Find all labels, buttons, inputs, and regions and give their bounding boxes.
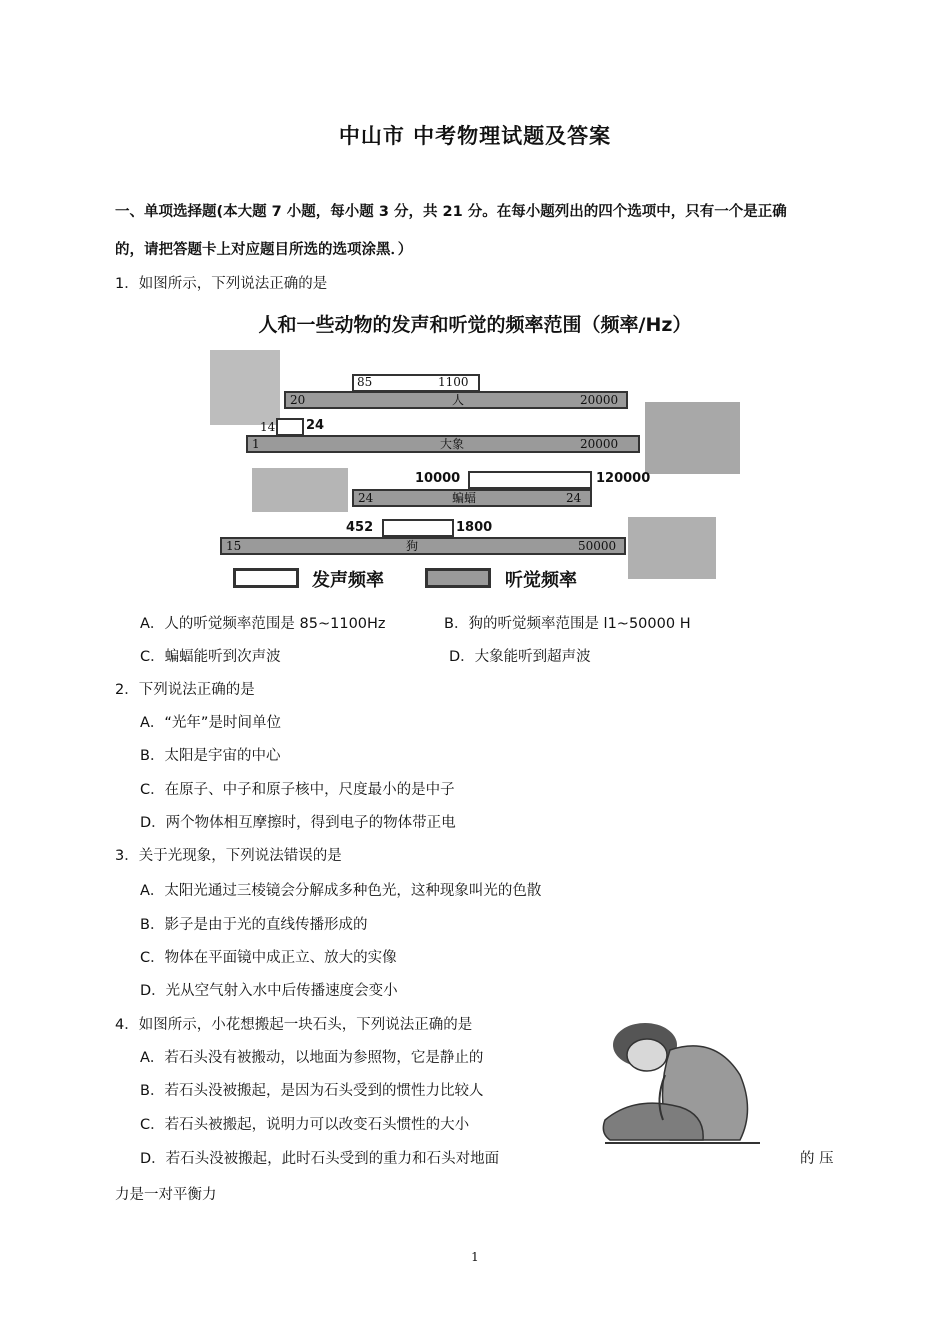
section-instruction-line2: 的，请把答题卡上对应题目所选的选项涂黑．） <box>115 242 413 258</box>
bat-hear-max: 24 <box>566 491 582 505</box>
elephant-emit-max: 24 <box>306 418 325 433</box>
dog-image <box>628 517 716 579</box>
dog-hear-max: 50000 <box>578 539 617 553</box>
human-hear-min: 20 <box>290 393 306 407</box>
dog-emit-max: 1800 <box>456 520 493 535</box>
q2-option-b: B．太阳是宇宙的中心 <box>140 748 281 764</box>
dog-emit-bar <box>382 519 454 537</box>
bat-emit-max: 120000 <box>596 471 651 486</box>
question-2-stem: 2．下列说法正确的是 <box>115 682 255 698</box>
page-title: 中山市 中考物理试题及答案 <box>338 124 612 148</box>
bat-hear-min: 24 <box>358 491 374 505</box>
q1-option-a: A．人的听觉频率范围是 85~1100Hz <box>140 616 386 632</box>
q4-option-d-tail: 的 压 <box>800 1151 834 1167</box>
q4-option-d-continuation: 力是一对平衡力 <box>115 1187 217 1203</box>
q2-option-a: A．“光年”是时间单位 <box>140 715 281 731</box>
bat-emit-bar <box>468 471 592 489</box>
q4-option-a: A．若石头没有被搬动，以地面为参照物，它是静止的 <box>140 1050 484 1066</box>
human-label: 人 <box>452 393 465 407</box>
elephant-hear-max: 20000 <box>580 437 619 451</box>
girl-lifting-stone-image <box>575 1015 765 1150</box>
human-emit-min: 85 <box>357 375 373 389</box>
elephant-emit-bar <box>276 418 304 436</box>
q1-option-b: B．狗的听觉频率范围是 l1~50000 H <box>444 616 691 632</box>
dog-hear-min: 15 <box>226 539 242 553</box>
q2-option-c: C．在原子、中子和原子核中，尺度最小的是中子 <box>140 782 455 798</box>
question-4-stem: 4．如图所示，小花想搬起一块石头，下列说法正确的是 <box>115 1017 473 1033</box>
elephant-label: 大象 <box>440 437 465 451</box>
human-emit-max: 1100 <box>438 375 469 389</box>
elephant-image <box>645 402 740 474</box>
human-image <box>210 350 280 425</box>
question-1-stem: 1．如图所示，下列说法正确的是 <box>115 276 328 292</box>
question-3-stem: 3．关于光现象，下列说法错误的是 <box>115 848 342 864</box>
bat-emit-min: 10000 <box>415 471 461 486</box>
q1-option-d: D．大象能听到超声波 <box>449 649 591 665</box>
dog-label: 狗 <box>406 539 419 553</box>
human-hear-max: 20000 <box>580 393 619 407</box>
elephant-emit-min: 14 <box>260 420 276 434</box>
q1-option-c: C．蝙蝠能听到次声波 <box>140 649 281 665</box>
q3-option-c: C．物体在平面镜中成正立、放大的实像 <box>140 950 397 966</box>
q2-option-d: D．两个物体相互摩擦时，得到电子的物体带正电 <box>140 815 456 831</box>
legend-hear-label: 听觉频率 <box>505 570 577 591</box>
q4-option-d: D．若石头没被搬起，此时石头受到的重力和石头对地面 <box>140 1151 500 1167</box>
elephant-hear-min: 1 <box>252 437 260 451</box>
legend-emit-swatch <box>233 568 299 588</box>
legend-hear-swatch <box>425 568 491 588</box>
section-instruction-line1: 一、单项选择题(本大题 7 小题，每小题 3 分，共 21 分。在每小题列出的四个选项中，只有一个是正确 <box>115 204 787 220</box>
dog-emit-min: 452 <box>346 520 374 535</box>
bat-label: 蝙蝠 <box>452 491 477 505</box>
bat-image <box>252 468 348 512</box>
q4-option-b: B．若石头没被搬起，是因为石头受到的惯性力比较人 <box>140 1083 484 1099</box>
dog-hear-bar <box>220 537 626 555</box>
q3-option-b: B．影子是由于光的直线传播形成的 <box>140 917 368 933</box>
chart-title: 人和一些动物的发声和听觉的频率范围（频率/Hz） <box>258 314 692 336</box>
page-number: 1 <box>471 1250 479 1264</box>
q3-option-d: D．光从空气射入水中后传播速度会变小 <box>140 983 398 999</box>
legend-emit-label: 发声频率 <box>312 570 384 591</box>
q4-option-c: C．若石头被搬起，说明力可以改变石头惯性的大小 <box>140 1117 470 1133</box>
q3-option-a: A．太阳光通过三棱镜会分解成多种色光，这种现象叫光的色散 <box>140 883 542 899</box>
